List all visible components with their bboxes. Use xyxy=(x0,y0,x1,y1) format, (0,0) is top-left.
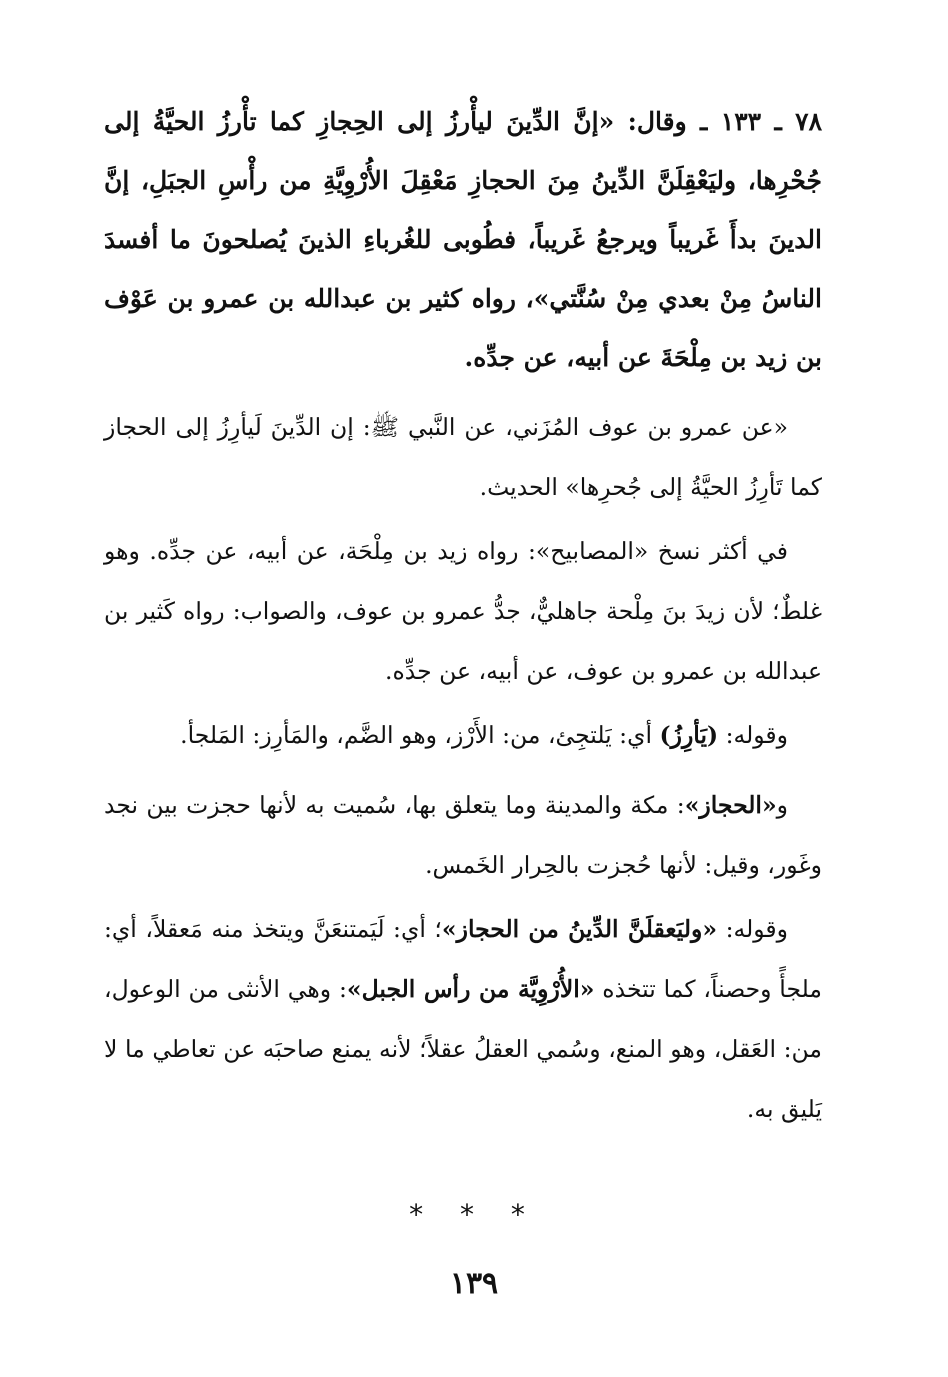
commentary-1-text: «عن عمرو بن عوف المُزَني، عن النَّبي ﷺ: إن الدِّينَ لَيأرِزُ إلى الحجاز كما تَأرِزُ الحيَّةُ إلى جُحرِها» الحديث. xyxy=(104,413,822,501)
commentary-paragraph-4 xyxy=(104,775,822,895)
commentary-5-term-2: «الأُرْوِيَّة من رأس الجبل» xyxy=(346,975,595,1003)
commentary-2-text: في أكثر نسخ «المصابيح»: رواه زيد بن مِلْحَة، عن أبيه، عن جدِّه. وهو غلطٌ؛ لأن زيدَ بنَ مِلْحة جاهليٌّ، جدُّ عمرو بن عوف، والصواب: رواه كَثير بن عبدالله بن عمرو بن عوف، عن أبيه، عن جدِّه. xyxy=(104,537,822,685)
commentary-paragraph-1 xyxy=(104,397,822,517)
page-body xyxy=(104,92,822,1143)
commentary-3-term: (يَأرِزُ) xyxy=(659,721,719,749)
commentary-paragraph-3 xyxy=(104,705,822,765)
hadith-text xyxy=(104,92,822,387)
commentary-4-term: «الحجاز» xyxy=(684,791,777,819)
hadith-number: ٧٨ ـ ١٣٣ ـ xyxy=(700,107,823,136)
commentary-paragraph-2 xyxy=(104,521,822,701)
hadith-body: وقال: «إنَّ الدِّينَ ليأْرزُ إلى الحِجازِ كما تأْرزُ الحيَّةُ إلى جُحْرِها، وليَعْقِلَنَّ الدِّينُ مِنَ الحجازِ مَعْقِلَ الأُرْوِيَّةِ من رأْسِ الجبَلِ، إنَّ الدينَ بدأَ غَريباً ويرجعُ غَريباً، فطُوبى للغُرباءِ الذينَ يُصلحونَ ما أفسدَ الناسُ مِنْ بعدي مِنْ سُنَّتي»، رواه كثير بن عبدالله بن عمرو بن عَوْف بن زيد بن مِلْحَةَ عن أبيه، عن جدِّه. xyxy=(104,107,822,372)
commentary-5-prefix: وقوله: xyxy=(717,915,788,943)
section-separator: * * * xyxy=(409,1198,539,1231)
commentary-3-text: أي: يَلتجِئ، من: الأَرْز، وهو الضَّم، والمَأرِز: المَلجأ. xyxy=(180,721,660,749)
commentary-4-text: : مكة والمدينة وما يتعلق بها، سُميت به لأنها حجزت بين نجد وغَور، وقيل: لأنها حُجزت بالحِرار الخَمس. xyxy=(104,791,822,879)
page-number: ١٣٩ xyxy=(449,1266,499,1301)
commentary-5-mid: ؛ أي: لَيَمتنعَنَّ ويتخذ منه مَعقلاً، أي: ملجأً وحصناً، كما تتخذه xyxy=(104,915,822,1003)
commentary-paragraph-5 xyxy=(104,899,822,1139)
commentary-4-prefix: و xyxy=(776,791,788,819)
commentary-5-term: «وليَعقلَنَّ الدِّينُ من الحجاز» xyxy=(441,915,718,943)
commentary-5-text: : وهي الأنثى من الوعول، من: العَقل، وهو المنع، وسُمي العقلُ عقلاً؛ لأنه يمنع صاحبَه عن تعاطي ما لا يَليق به. xyxy=(104,975,822,1123)
commentary-3-prefix: وقوله: xyxy=(718,721,788,749)
